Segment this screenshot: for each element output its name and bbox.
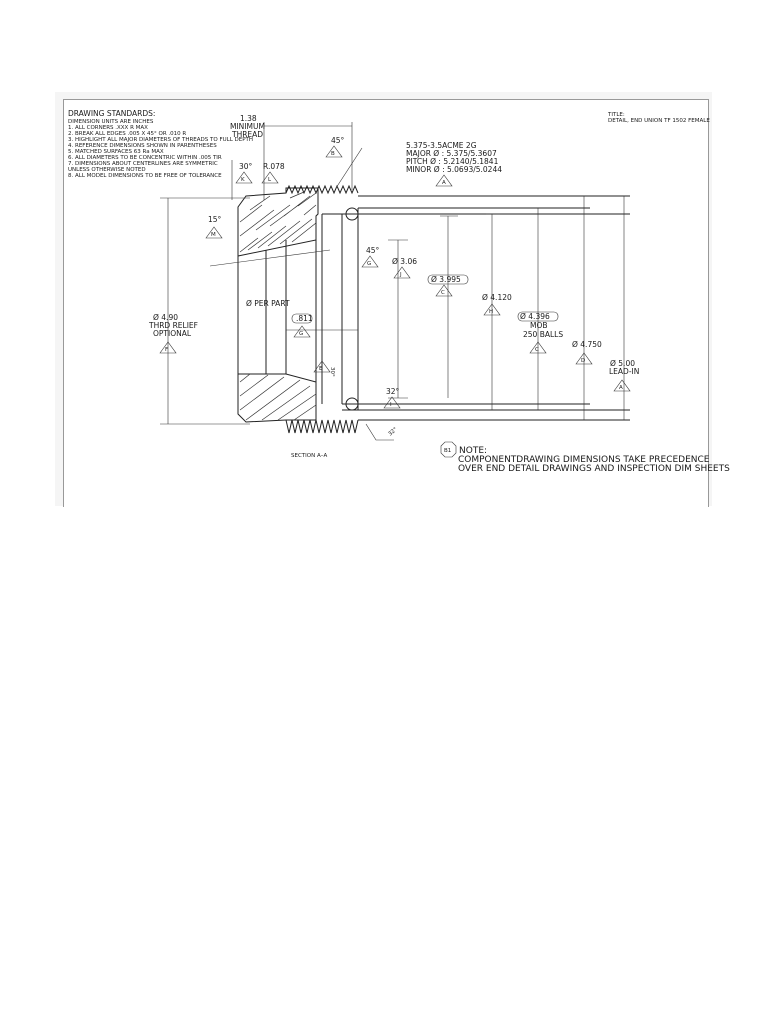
thread-length-note1: MINIMUM [230,122,265,131]
tag-k [236,172,252,183]
angle-30-small: 30° [329,367,335,377]
drawing-standards [68,109,253,179]
svg-text:A: A [442,180,446,186]
tag-b [326,146,342,157]
standards-title: DRAWING STANDARDS: [68,109,156,118]
standards-line: DIMENSION UNITS ARE INCHES [68,119,154,125]
minor-dia: MINOR Ø : 5.0693/5.0244 [406,165,503,174]
tag-g-chamfer [362,256,378,267]
svg-text:I: I [390,402,392,408]
svg-text:M: M [211,232,216,238]
chamfer-angle-top: 45° [331,136,345,145]
hatched-wall-upper [238,186,358,256]
pitch-dia: PITCH Ø : 5.2140/5.1841 [406,157,499,166]
acme-spec: 5.375-3.5ACME 2G [406,141,477,150]
per-part-dia: Ø PER PART [246,299,290,308]
svg-text:F: F [165,347,169,353]
optional-label: OPTIONAL [153,329,192,338]
tag-a-lead [614,380,630,391]
dia-4396: Ø 4.396 [520,312,550,321]
lead-in: LEAD-IN [609,367,640,376]
tag-j [394,267,410,278]
dia-306: Ø 3.06 [392,257,417,266]
svg-text:A: A [619,385,623,391]
major-dia: MAJOR Ø : 5.375/5.3607 [406,149,497,158]
hatched-wall-lower [238,374,358,433]
standards-line: 2. BREAK ALL EDGES .005 X 45° OR .010 R [68,131,187,137]
standards-line: 7. DIMENSIONS ABOUT CENTERLINES ARE SYMMETRIC [68,161,218,167]
dim-811: .811 [296,314,313,323]
tag-l [262,172,278,183]
general-note [441,442,730,474]
dia-490: Ø 4.90 [153,313,178,322]
title-block [607,112,710,124]
standards-line: 1. ALL CORNERS .XXX R MAX [68,125,148,131]
svg-text:J: J [400,272,402,278]
tag-c-3995 [436,285,452,296]
title-label: TITLE: [608,112,625,118]
tag-g-811 [294,326,310,337]
standards-line: 6. ALL DIAMETERS TO BE CONCENTRIC WITHIN .005 TIR [68,155,222,161]
angle-30: 30° [239,162,253,171]
angle-32b: 32° [387,426,399,438]
dia-500: Ø 5.00 [610,359,635,368]
mob-label: MOB [530,321,548,330]
svg-text:B: B [331,151,335,157]
standards-line: 4. REFERENCE DIMENSIONS SHOWN IN PARENTHESES [68,143,217,149]
svg-text:G: G [299,331,304,337]
dia-3995: Ø 3.995 [431,275,461,284]
standards-line: 3. HIGHLIGHT ALL MAJOR DIAMETERS OF THREADS TO FULL DEPTH [68,137,254,143]
tag-m [206,227,222,238]
chamfer-angle-inner: 45° [366,246,380,255]
tag-i [384,397,400,408]
angle-15: 15° [208,215,222,224]
standards-line: 5. MATCHED SURFACES 63 Ra MAX [68,149,164,155]
svg-text:H: H [489,309,494,315]
svg-text:K: K [241,177,245,183]
dia-4750: Ø 4.750 [572,340,602,349]
standards-line: 8. ALL MODEL DIMENSIONS TO BE FREE OF TOLERANCE [68,173,222,179]
radius-dim: R.078 [263,162,285,171]
thread-relief: THRD RELIEF [149,321,198,330]
svg-text:C: C [441,290,445,296]
title-value: DETAIL, END UNION TF 1502 FEMALE [608,118,710,124]
svg-text:C: C [535,347,539,353]
svg-text:L: L [268,177,272,183]
note-line-1: COMPONENTDRAWING DIMENSIONS TAKE PRECEDENCE [458,455,710,465]
svg-text:G: G [367,261,372,267]
part-section [210,186,630,433]
angle-32: 32° [386,387,400,396]
dia-4120: Ø 4.120 [482,293,512,302]
note-title: NOTE: [459,446,488,456]
inspection-tags [160,146,630,408]
note-line-2: OVER END DETAIL DRAWINGS AND INSPECTION DIM SHEETS [458,464,730,474]
balls-label: 250 BALLS [523,330,564,339]
annotations [148,114,639,459]
svg-text:E: E [319,366,323,372]
svg-text:D: D [581,358,586,364]
standards-line: UNLESS OTHERWISE NOTED [68,167,146,173]
note-tag-label: B1 [444,448,452,454]
thread-length-note2: THREAD [232,130,264,139]
section-label: SECTION A–A [291,453,328,459]
thread-length-dim: 1.38 [240,114,257,123]
tag-a-top [436,175,452,186]
